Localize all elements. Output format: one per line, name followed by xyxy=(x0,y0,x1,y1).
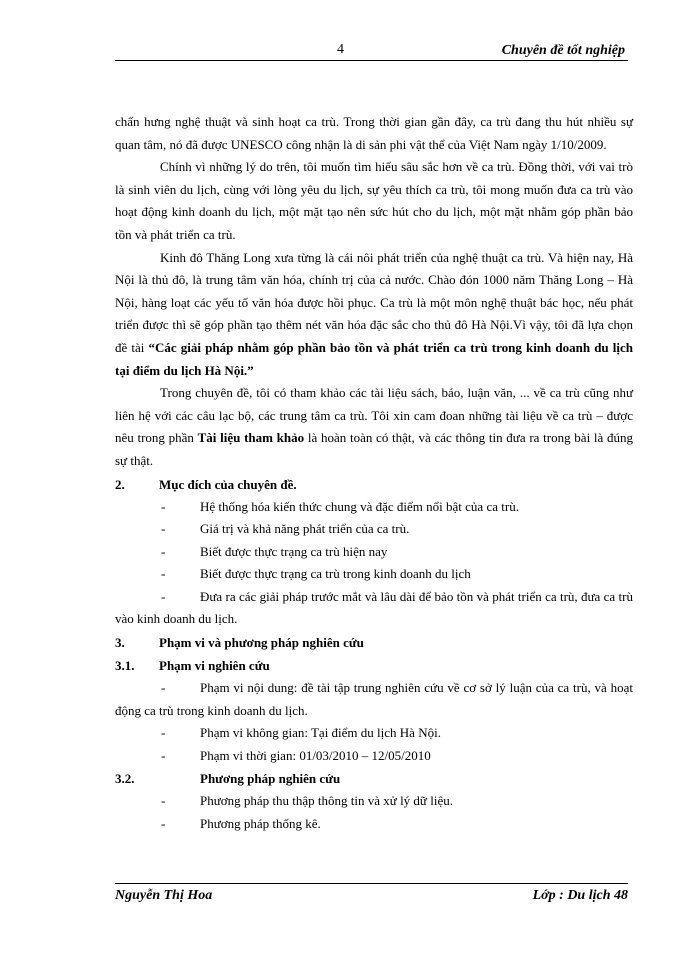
header-rule xyxy=(115,60,628,61)
list-item-text: Phương pháp thống kê. xyxy=(200,816,321,832)
list-item-text: Phạm vi thời gian: 01/03/2010 – 12/05/2010 xyxy=(200,747,431,763)
header-title: Chuyên đề tốt nghiệp xyxy=(501,43,625,58)
paragraph-4 xyxy=(115,382,633,472)
subsection-number: 3.2. xyxy=(115,771,135,787)
subsection-3-2-heading xyxy=(115,767,633,790)
section-number: 2. xyxy=(115,476,125,492)
subsection-title: Phương pháp nghiên cứu xyxy=(200,771,341,787)
list-item-text: Biết được thực trạng ca trù trong kinh doanh du lịch xyxy=(200,566,471,582)
section-3-heading xyxy=(115,631,633,654)
bullet-dash: - xyxy=(161,521,166,537)
list-item-text: Giá trị và khả năng phát triển của ca trù. xyxy=(200,521,410,537)
bullet-dash: - xyxy=(161,498,166,514)
list-item xyxy=(115,496,633,519)
footer-author: Nguyễn Thị Hoa xyxy=(115,888,213,903)
document-body xyxy=(115,111,633,836)
references-mention: Tài liệu tham khảo xyxy=(197,430,305,446)
list-item-text: Đưa ra các giải pháp trước mắt và lâu dài để bảo tồn và phát triển ca trù, đưa ca trù vào kinh doanh du lịch. xyxy=(115,588,633,627)
bullet-dash: - xyxy=(161,747,166,763)
paragraph-2: Chính vì những lý do trên, tôi muốn tìm hiểu sâu sắc hơn về ca trù. Đồng thời, với vai trò là sinh viên du lịch, cùng với lòng yêu du lịch, sự yêu thích ca trù, tôi mong muốn đưa ca trù vào hoạt động kinh doanh du lịch, một mặt tạo nên sức hút cho du lịch, một mặt nhằm góp phần bảo tồn và phát triển ca trù. xyxy=(115,159,633,242)
list-item xyxy=(115,586,633,631)
bullet-dash: - xyxy=(161,543,166,559)
section-number: 3. xyxy=(115,635,125,651)
list-item xyxy=(115,813,633,836)
bullet-dash: - xyxy=(161,816,166,832)
bullet-dash: - xyxy=(161,793,166,809)
list-item-text: Phạm vi không gian: Tại điểm du lịch Hà Nội. xyxy=(200,725,441,741)
paragraph-1: chấn hưng nghệ thuật và sinh hoạt ca trù. Trong thời gian gần đây, ca trù đang thu hút nhiều sự quan tâm, nó đã được UNESCO công nhận là di sản phi vật thể của Việt Nam ngày 1/10/2009. xyxy=(115,114,633,152)
list-item xyxy=(115,677,633,722)
section-2-heading xyxy=(115,473,633,496)
bullet-dash: - xyxy=(161,725,166,741)
paragraph-4-text-b: là hoàn toàn có thật, và các thông tin đưa ra trong bài là đúng sự thật. xyxy=(115,430,633,468)
paragraph-3-text: Kinh đô Thăng Long xưa từng là cái nôi phát triển của nghệ thuật ca trù. Và hiện nay, Hà Nội là thủ đô, là trung tâm văn hóa, chính trị của cả nước. Chào đón 1000 năm Thăng Long – Hà Nội, hàng loạt các yếu tố văn hóa được hồi phục. Ca trù là một môn nghệ thuật bác học, nếu phát triển được thì sẽ góp phần tạo thêm nét văn hóa đặc sắc cho thủ đô Hà Nội.Vì vậy, tôi đã lựa chọn đề tài xyxy=(115,249,633,355)
subsection-3-1-heading xyxy=(115,654,633,677)
footer-class: Lớp : Du lịch 48 xyxy=(532,888,628,903)
bullet-dash: - xyxy=(161,680,166,696)
subsection-title: Phạm vi nghiên cứu xyxy=(159,658,270,674)
bullet-dash: - xyxy=(161,588,166,604)
section-title: Mục đích của chuyên đề. xyxy=(159,476,297,492)
subsection-number: 3.1. xyxy=(115,658,135,674)
section-title: Phạm vi và phương pháp nghiên cứu xyxy=(159,635,364,651)
page-header xyxy=(115,42,625,62)
list-item xyxy=(115,745,633,768)
bullet-dash: - xyxy=(161,566,166,582)
paragraph-3 xyxy=(115,247,633,383)
page-footer xyxy=(115,888,628,908)
list-item-text: Hệ thống hóa kiến thức chung và đặc điểm nổi bật của ca trù. xyxy=(200,498,519,514)
paragraph-4-text-a: Trong chuyên đề, tôi có tham khảo các tài liệu sách, báo, luận văn, ... về ca trù cũng như liên hệ với các câu lạc bộ, các trung tâm ca trù. Tôi xin cam đoan những tài liệu về ca trù – được nêu trong phần xyxy=(115,385,633,446)
thesis-title: “Các giải pháp nhằm góp phần bảo tồn và phát triển ca trù trong kinh doanh du lịch tại điểm du lịch Hà Nội.” xyxy=(115,339,633,378)
page-number: 4 xyxy=(337,42,344,57)
footer-rule xyxy=(115,883,628,884)
list-item xyxy=(115,518,633,541)
list-item xyxy=(115,563,633,586)
list-item xyxy=(115,722,633,745)
list-item-text: Phạm vi nội dung: đề tài tập trung nghiên cứu về cơ sở lý luận của ca trù, và hoạt động ca trù trong kinh doanh du lịch. xyxy=(115,680,633,718)
list-item-text: Phương pháp thu thập thông tin và xử lý dữ liệu. xyxy=(200,793,453,809)
list-item xyxy=(115,541,633,564)
list-item-text: Biết được thực trạng ca trù hiện nay xyxy=(200,543,388,559)
list-item xyxy=(115,790,633,813)
